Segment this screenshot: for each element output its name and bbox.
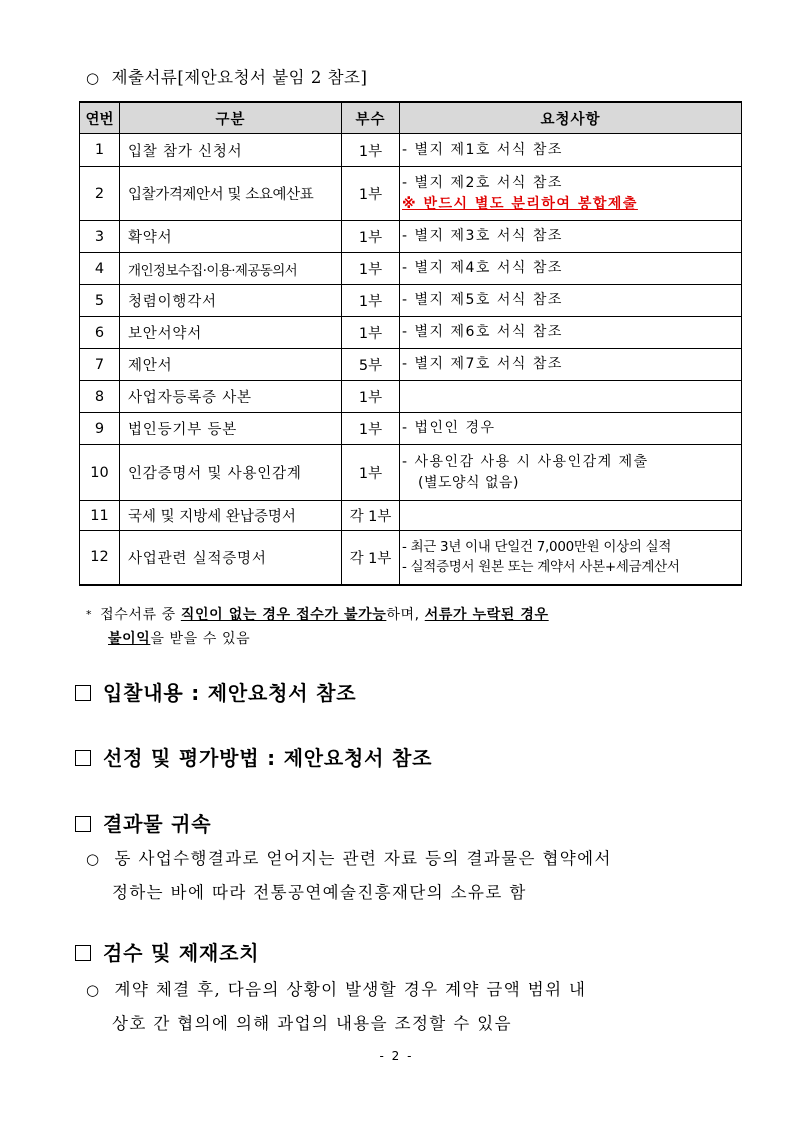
results-paragraph [86, 842, 726, 910]
row-no: 10 [80, 445, 120, 501]
row-request: - 별지 제1호 서식 참조 [400, 134, 742, 167]
row-category: 보안서약서 [120, 317, 342, 349]
row-no: 11 [80, 501, 120, 531]
checkbox-square-icon [75, 685, 91, 701]
row-request [400, 531, 742, 585]
asterisk-icon: * [86, 608, 93, 621]
row-category: 입찰 참가 신청서 [120, 134, 342, 167]
row-category: 사업관련 실적증명서 [120, 531, 342, 585]
row-no: 6 [80, 317, 120, 349]
request-line: - 실적증명서 원본 또는 계약서 사본+세금계산서 [402, 559, 680, 576]
table-row [80, 134, 742, 167]
checkbox-square-icon [75, 750, 91, 766]
row-count: 1부 [342, 317, 400, 349]
note-emphasis: 직인이 없는 경우 접수가 불가능 [180, 607, 387, 623]
request-line: (별도양식 없음) [418, 474, 520, 491]
row-count: 각 1부 [342, 531, 400, 585]
section-title: 결과물 귀속 [103, 812, 212, 836]
row-count: 1부 [342, 253, 400, 285]
row-count: 1부 [342, 445, 400, 501]
note-text: 을 받을 수 있음 [150, 631, 251, 647]
row-category: 법인등기부 등본 [120, 413, 342, 445]
section-bidding-heading [75, 677, 356, 706]
circle-bullet-icon: ○ [86, 850, 101, 868]
circle-bullet-icon: ○ [86, 981, 101, 999]
note-emphasis: 불이익 [108, 631, 151, 647]
row-request [400, 445, 742, 501]
section-evaluation-heading [75, 742, 432, 771]
header-category: 구분 [120, 102, 342, 134]
request-warning: ※ 반드시 별도 분리하여 봉합제출 [402, 195, 638, 212]
row-request [400, 501, 742, 531]
row-no: 3 [80, 221, 120, 253]
submission-docs-heading [86, 64, 367, 88]
page-number: - 2 - [379, 1049, 414, 1063]
row-request [400, 167, 742, 221]
table-row [80, 167, 742, 221]
table-row [80, 221, 742, 253]
paragraph-line: 계약 체결 후, 다음의 상황이 발생할 경우 계약 금액 범위 내 [114, 980, 587, 999]
section-results-heading [75, 808, 211, 837]
row-count: 1부 [342, 413, 400, 445]
section-title: 검수 및 제재조치 [103, 941, 260, 965]
row-no: 4 [80, 253, 120, 285]
table-row [80, 381, 742, 413]
row-no: 8 [80, 381, 120, 413]
request-line: - 사용인감 사용 시 사용인감계 제출 [402, 453, 649, 470]
row-count: 1부 [342, 134, 400, 167]
submission-note [86, 603, 726, 651]
row-request: - 법인인 경우 [400, 413, 742, 445]
table-header-row [80, 102, 742, 134]
section-title: 선정 및 평가방법 : 제안요청서 참조 [103, 746, 433, 770]
row-no: 5 [80, 285, 120, 317]
row-no: 7 [80, 349, 120, 381]
row-no: 2 [80, 167, 120, 221]
inspection-paragraph [86, 973, 726, 1041]
row-request: - 별지 제4호 서식 참조 [400, 253, 742, 285]
row-category: 국세 및 지방세 완납증명서 [120, 501, 342, 531]
row-category: 제안서 [120, 349, 342, 381]
row-no: 1 [80, 134, 120, 167]
row-category: 확약서 [120, 221, 342, 253]
row-no: 9 [80, 413, 120, 445]
row-category: 개인정보수집·이용·제공동의서 [120, 253, 342, 285]
checkbox-square-icon [75, 816, 91, 832]
table-row [80, 413, 742, 445]
row-count: 5부 [342, 349, 400, 381]
table-row [80, 445, 742, 501]
circle-bullet-icon: ○ [86, 69, 100, 87]
table-row [80, 531, 742, 585]
header-count: 부수 [342, 102, 400, 134]
table-row [80, 253, 742, 285]
table-row [80, 501, 742, 531]
row-count: 각 1부 [342, 501, 400, 531]
paragraph-line: 상호 간 협의에 의해 과업의 내용을 조정할 수 있음 [112, 1014, 512, 1033]
row-count: 1부 [342, 285, 400, 317]
submission-docs-table [79, 101, 742, 586]
header-no: 연번 [80, 102, 120, 134]
row-category: 사업자등록증 사본 [120, 381, 342, 413]
note-text: 하며, [386, 607, 425, 623]
row-no: 12 [80, 531, 120, 585]
row-count: 1부 [342, 221, 400, 253]
checkbox-square-icon [75, 945, 91, 961]
row-request: - 별지 제6호 서식 참조 [400, 317, 742, 349]
row-count: 1부 [342, 167, 400, 221]
note-text: 접수서류 중 [100, 607, 181, 623]
row-category: 인감증명서 및 사용인감계 [120, 445, 342, 501]
row-request: - 별지 제7호 서식 참조 [400, 349, 742, 381]
row-count: 1부 [342, 381, 400, 413]
request-line: - 최근 3년 이내 단일건 7,000만원 이상의 실적 [402, 539, 672, 556]
table-row [80, 349, 742, 381]
header-request: 요청사항 [400, 102, 742, 134]
row-category: 입찰가격제안서 및 소요예산표 [120, 167, 342, 221]
row-request: - 별지 제5호 서식 참조 [400, 285, 742, 317]
table-row [80, 317, 742, 349]
section-inspection-heading [75, 937, 259, 966]
table-row [80, 285, 742, 317]
section-title: 입찰내용 : 제안요청서 참조 [103, 681, 357, 705]
request-line: - 별지 제2호 서식 참조 [402, 174, 563, 191]
note-emphasis: 서류가 누락된 경우 [424, 607, 549, 623]
row-request [400, 381, 742, 413]
row-request: - 별지 제3호 서식 참조 [400, 221, 742, 253]
row-category: 청렴이행각서 [120, 285, 342, 317]
paragraph-line: 정하는 바에 따라 전통공연예술진흥재단의 소유로 함 [112, 883, 527, 902]
paragraph-line: 동 사업수행결과로 얻어지는 관련 자료 등의 결과물은 협약에서 [114, 849, 612, 868]
intro-text: 제출서류[제안요청서 붙임 2 참조] [111, 68, 368, 87]
